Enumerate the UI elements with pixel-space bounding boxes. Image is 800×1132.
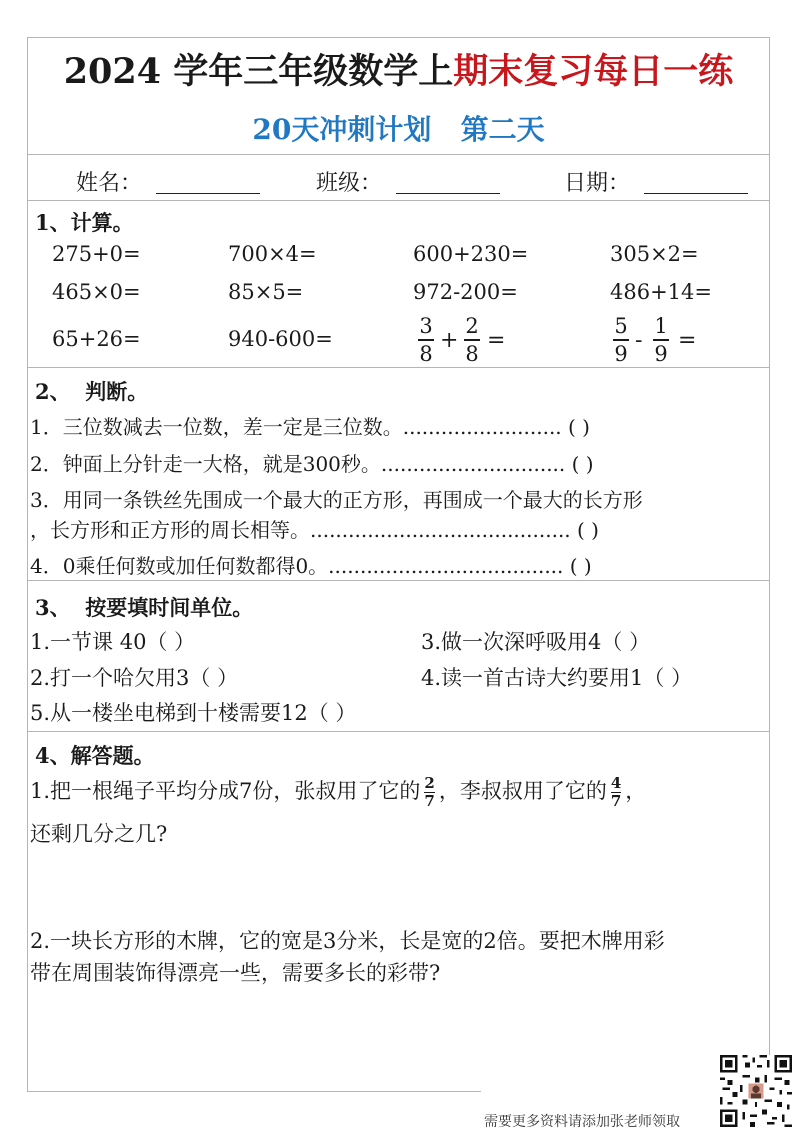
page-title — [27, 44, 770, 94]
title-red: 期末复习每日一练 — [453, 51, 734, 92]
date-field[interactable] — [564, 166, 748, 197]
qr-code-icon — [720, 1055, 792, 1127]
judge-item-1: 1．三位数减去一位数，差一定是三位数。......................... ( ) — [30, 415, 590, 439]
page-subtitle: 20天冲刺计划 第二天 — [252, 113, 545, 146]
calc-2-3: 972-200= — [413, 280, 518, 304]
problem-2-line2: 带在周围装饰得漂亮一些，需要多长的彩带? — [30, 961, 441, 985]
title-black: 2024 学年三年级数学上 — [63, 51, 454, 92]
fraction-4-7: $\frac{4}{7}$ — [610, 773, 622, 811]
judge-item-3b: ，长方形和正方形的周长相等。......................................... ( ) — [30, 518, 599, 542]
class-blank[interactable] — [396, 173, 500, 194]
calc-3-2: 940-600= — [228, 327, 333, 351]
calc-1-2: 700×4= — [228, 242, 317, 266]
equals-sign-2: = — [678, 328, 697, 353]
section3-heading: 3、 按要填时间单位。 — [35, 595, 254, 620]
name-label: 姓名： — [76, 171, 143, 196]
judge-item-2: 2．钟面上分针走一大格，就是300秒。............................. ( ) — [30, 452, 594, 476]
judge-item-4: 4．0乘任何数或加任何数都得0。..................................... ( ) — [30, 554, 592, 578]
calc-3-1: 65+26= — [52, 327, 141, 351]
calc-2-4: 486+14= — [610, 280, 712, 304]
name-field[interactable] — [76, 166, 260, 197]
date-label: 日期： — [564, 171, 631, 196]
time-item-1: 1.一节课 40（ ） — [30, 630, 196, 654]
calc-1-4: 305×2= — [610, 242, 699, 266]
equals-sign-1: = — [487, 328, 506, 353]
calc-1-1: 275+0= — [52, 242, 141, 266]
divider-header — [27, 154, 770, 155]
divider-section1 — [27, 367, 770, 368]
fraction-2-7: $\frac{2}{7}$ — [424, 773, 435, 811]
section1-heading: 1、计算。 — [35, 210, 134, 235]
fraction-5-9: 5 9 — [614, 314, 628, 366]
problem-2-line1: 2.一块长方形的木牌，它的宽是3分米，长是宽的2倍。要把木牌用彩 — [30, 929, 665, 953]
time-item-2: 2.打一个哈欠用3（ ） — [30, 666, 239, 690]
section2-heading: 2、 判断。 — [35, 379, 149, 404]
footer-note: 需要更多资料请添加张老师领取 — [484, 1114, 680, 1130]
problem-1-line2: 还剩几分之几? — [30, 822, 168, 846]
divider-section3 — [27, 731, 770, 732]
class-label: 班级： — [316, 171, 383, 196]
calc-2-1: 465×0= — [52, 280, 141, 304]
minus-sign: - — [635, 328, 643, 353]
fraction-2-8: 2 8 — [465, 314, 479, 366]
divider-info — [27, 200, 770, 201]
section4-heading: 4、解答题。 — [35, 743, 155, 768]
time-item-3: 3.做一次深呼吸用4（ ） — [421, 630, 651, 654]
time-item-4: 4.读一首古诗大约要用1（ ） — [421, 666, 693, 690]
fraction-1-9: 1 9 — [654, 314, 668, 366]
divider-section2 — [27, 580, 770, 581]
problem-1-line1: 1.把一根绳子平均分成7份，张叔用了它的 $\frac{2}{7}$ ，李叔叔用了它的 $\frac{4}{7}$ ， — [30, 773, 647, 811]
plus-sign: + — [440, 328, 459, 353]
calc-2-2: 85×5= — [228, 280, 304, 304]
judge-item-3a: 3．用同一条铁丝先围成一个最大的正方形，再围成一个最大的长方形 — [30, 488, 643, 512]
calc-1-3: 600+230= — [413, 242, 529, 266]
time-item-5: 5.从一楼坐电梯到十楼需要12（ ） — [30, 701, 357, 725]
class-field[interactable] — [316, 166, 500, 197]
footer-divider — [27, 1091, 481, 1092]
fraction-3-8: 3 8 — [419, 314, 433, 366]
name-blank[interactable] — [156, 173, 260, 194]
date-blank[interactable] — [644, 173, 748, 194]
